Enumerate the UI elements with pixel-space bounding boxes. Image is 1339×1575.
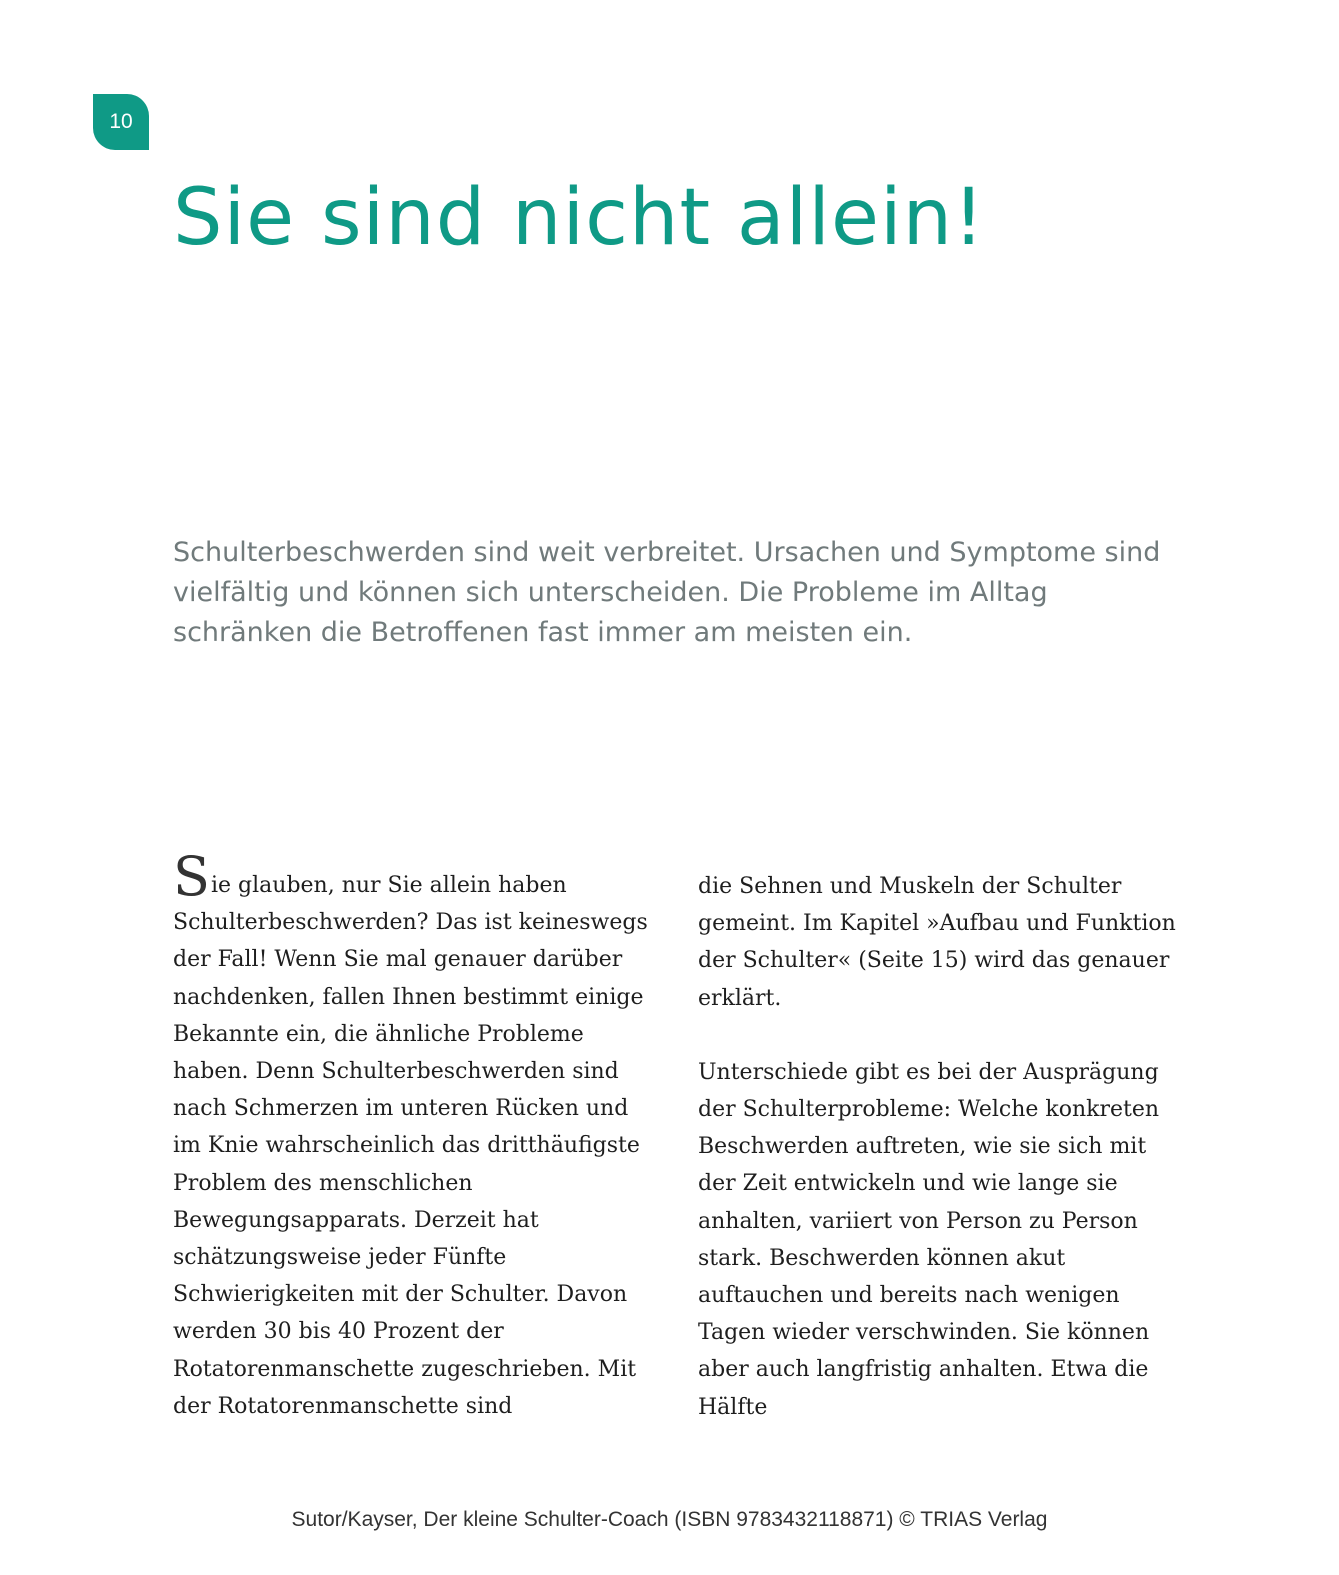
body-paragraph-1-start xyxy=(173,845,653,1425)
chapter-title: Sie sind nicht allein! xyxy=(173,173,986,263)
body-paragraph-1-end: die Sehnen und Muskeln der Schulter gemeint. Im Kapitel »Aufbau und Funktion der Schulter« (Seite 15) wird das genauer erklärt. xyxy=(698,874,1176,1011)
dropcap: S xyxy=(173,845,210,908)
footer-citation: Sutor/Kayser, Der kleine Schulter-Coach (ISBN 9783432118871) © TRIAS Verlag xyxy=(291,1508,1048,1531)
page-number-badge: 10 xyxy=(93,94,149,150)
body-column-left xyxy=(173,845,653,1425)
body-paragraph-2: Unterschiede gibt es bei der Ausprägung der Schulterprobleme: Welche konkreten Beschwerden auftreten, wie sie sich mit der Zeit entwickeln und wie lange sie anhalten, variiert von Person zu Person stark. Beschwerden können akut auftauchen und bereits nach wenigen Tagen wieder verschwinden. Sie können aber auch langfristig anhalten. Etwa die Hälfte xyxy=(698,1059,1160,1420)
body-column-right xyxy=(698,868,1178,1426)
intro-paragraph: Schulterbeschwerden sind weit verbreitet. Ursachen und Symptome sind vielfältig und können sich unterscheiden. Die Probleme im Alltag schränken die Betroffenen fast immer am meisten ein. xyxy=(173,537,1161,648)
body-text-left: ie glauben, nur Sie allein haben Schulterbeschwerden? Das ist keineswegs der Fall! Wenn Sie mal genauer darüber nachdenken, fallen Ihnen bestimmt einige Bekannte ein, die ähnliche Probleme haben. Denn Schulterbeschwerden sind nach Schmerzen im unteren Rücken und im Knie wahrscheinlich das dritthäufigste Problem des menschlichen Bewegungsapparats. Derzeit hat schätzungsweise jeder Fünfte Schwierigkeiten mit der Schulter. Davon werden 30 bis 40 Prozent der Rotatorenmanschette zugeschrieben. Mit der Rotatorenmanschette sind xyxy=(173,873,648,1419)
